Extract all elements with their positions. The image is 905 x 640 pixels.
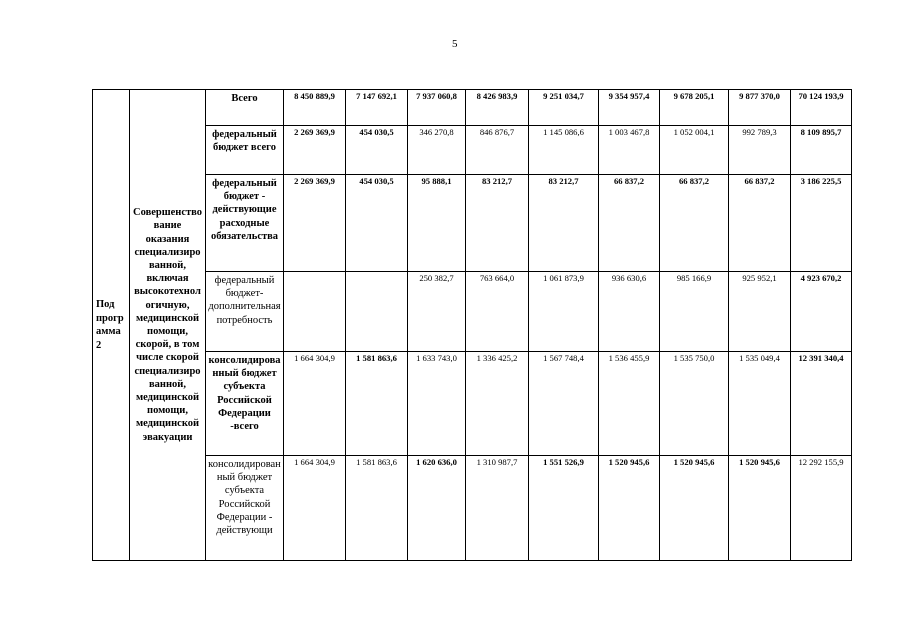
table-row	[93, 126, 852, 175]
row-label: консолидированный бюджет субъекта Российской Федерации -всего	[206, 352, 284, 456]
description-cell: Совершенствование оказания специализированной, включая высокотехнологичную, медицинской помощи, скорой, в том числе скорой специализированной, медицинской помощи, медицинской эвакуации	[130, 90, 206, 561]
value-cell: 846 876,7	[466, 126, 529, 175]
value-cell: 1 581 863,6	[346, 352, 408, 456]
value-cell: 454 030,5	[346, 175, 408, 272]
value-cell: 985 166,9	[660, 272, 729, 352]
value-cell: 2 269 369,9	[284, 126, 346, 175]
value-cell: 1 536 455,9	[599, 352, 660, 456]
table-row	[93, 456, 852, 561]
value-cell: 70 124 193,9	[791, 90, 852, 126]
value-cell: 66 837,2	[729, 175, 791, 272]
budget-table	[92, 89, 852, 561]
value-cell: 9 678 205,1	[660, 90, 729, 126]
value-cell: 1 664 304,9	[284, 352, 346, 456]
value-cell: 12 292 155,9	[791, 456, 852, 561]
row-label: консолидированный бюджет субъекта Российской Федерации - действующи	[206, 456, 284, 561]
value-cell: 250 382,7	[408, 272, 466, 352]
table-row	[93, 352, 852, 456]
table-row	[93, 90, 852, 126]
value-cell: 9 354 957,4	[599, 90, 660, 126]
value-cell: 1 535 049,4	[729, 352, 791, 456]
value-cell: 1 551 526,9	[529, 456, 599, 561]
value-cell: 66 837,2	[660, 175, 729, 272]
value-cell: 936 630,6	[599, 272, 660, 352]
row-label: федеральный бюджет - действующие расходные обязательства	[206, 175, 284, 272]
value-cell: 1 003 467,8	[599, 126, 660, 175]
value-cell: 1 535 750,0	[660, 352, 729, 456]
value-cell: 1 633 743,0	[408, 352, 466, 456]
value-cell: 7 937 060,8	[408, 90, 466, 126]
row-label: федеральный бюджет всего	[206, 126, 284, 175]
value-cell: 1 520 945,6	[599, 456, 660, 561]
value-cell: 66 837,2	[599, 175, 660, 272]
value-cell: 1 520 945,6	[660, 456, 729, 561]
value-cell: 1 567 748,4	[529, 352, 599, 456]
value-cell: 9 251 034,7	[529, 90, 599, 126]
value-cell	[346, 272, 408, 352]
value-cell: 1 620 636,0	[408, 456, 466, 561]
value-cell: 1 336 425,2	[466, 352, 529, 456]
value-cell: 992 789,3	[729, 126, 791, 175]
table-row	[93, 175, 852, 272]
value-cell: 1 145 086,6	[529, 126, 599, 175]
value-cell: 763 664,0	[466, 272, 529, 352]
value-cell: 9 877 370,0	[729, 90, 791, 126]
value-cell: 8 426 983,9	[466, 90, 529, 126]
value-cell: 4 923 670,2	[791, 272, 852, 352]
value-cell: 1 581 863,6	[346, 456, 408, 561]
value-cell: 12 391 340,4	[791, 352, 852, 456]
value-cell: 83 212,7	[529, 175, 599, 272]
value-cell: 1 310 987,7	[466, 456, 529, 561]
table-row	[93, 272, 852, 352]
value-cell: 8 109 895,7	[791, 126, 852, 175]
value-cell: 7 147 692,1	[346, 90, 408, 126]
value-cell: 1 664 304,9	[284, 456, 346, 561]
program-cell: Под программа 2	[93, 90, 130, 561]
value-cell	[284, 272, 346, 352]
value-cell: 1 052 004,1	[660, 126, 729, 175]
value-cell: 346 270,8	[408, 126, 466, 175]
value-cell: 925 952,1	[729, 272, 791, 352]
row-label: федеральный бюджет-дополнительная потребность	[206, 272, 284, 352]
value-cell: 1 061 873,9	[529, 272, 599, 352]
value-cell: 1 520 945,6	[729, 456, 791, 561]
value-cell: 2 269 369,9	[284, 175, 346, 272]
value-cell: 8 450 889,9	[284, 90, 346, 126]
value-cell: 95 888,1	[408, 175, 466, 272]
value-cell: 454 030,5	[346, 126, 408, 175]
row-label: Всего	[206, 90, 284, 126]
value-cell: 83 212,7	[466, 175, 529, 272]
value-cell: 3 186 225,5	[791, 175, 852, 272]
page-number: 5	[452, 38, 458, 50]
